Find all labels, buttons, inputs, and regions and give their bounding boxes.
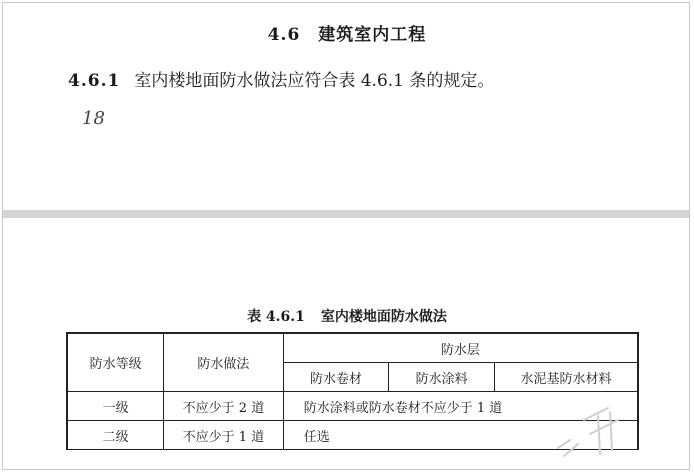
- page-gap-divider: [3, 210, 689, 218]
- row-layer: 任选: [283, 421, 638, 450]
- header-layer-membrane: 防水卷材: [283, 363, 389, 392]
- table-header-row: [67, 333, 638, 363]
- page-bottom: [0, 218, 694, 474]
- table-caption-number: 表 4.6.1: [247, 309, 305, 325]
- header-layer-coating: 防水涂料: [389, 363, 495, 392]
- row-grade: 一级: [67, 392, 164, 421]
- waterproofing-table: [66, 332, 639, 450]
- header-method: 防水做法: [164, 333, 284, 392]
- section-number: 4.6: [267, 25, 301, 45]
- row-grade: 二级: [67, 421, 164, 450]
- row-method: 不应少于 1 道: [164, 421, 284, 450]
- row-method: 不应少于 2 道: [164, 392, 284, 421]
- header-layer-cement: 水泥基防水材料: [494, 363, 638, 392]
- row-layer: 防水涂料或防水卷材不应少于 1 道: [283, 392, 638, 421]
- section-heading: [0, 20, 694, 45]
- table-caption: [0, 306, 694, 326]
- section-title: 建筑室内工程: [318, 25, 427, 45]
- table-row: [67, 392, 638, 421]
- header-grade: 防水等级: [67, 333, 164, 392]
- page-number: 18: [82, 108, 105, 129]
- header-layer: 防水层: [283, 333, 638, 363]
- page-top: [0, 0, 694, 210]
- table-caption-title: 室内楼地面防水做法: [320, 309, 447, 325]
- clause-body: 室内楼地面防水做法应符合表 4.6.1 条的规定。: [134, 71, 495, 91]
- table-row: [67, 421, 638, 450]
- clause-number: 4.6.1: [68, 71, 121, 91]
- clause-text: [68, 66, 494, 91]
